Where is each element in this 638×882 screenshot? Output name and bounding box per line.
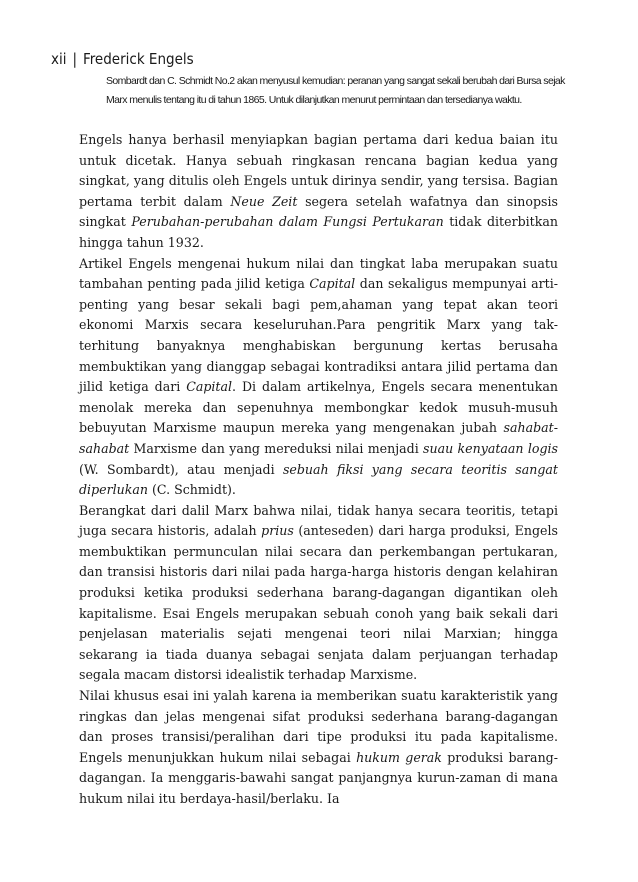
running-title: Frederick Engels [83, 50, 194, 68]
paragraph-text: tidak diterbitkan hingga tahun 1932. [79, 214, 558, 250]
paragraph-2 [79, 254, 558, 501]
paragraph-text: Engels hanya berhasil menyiapkan bagian pertama dari kedua baian itu untuk dicetak. Hanya sebuah ringkasan rencana bagian kedua yang singkat, yang ditulis oleh Engels untuk dirinya sendir, yang tersisa. Bagian pertama terbit dalam [79, 132, 558, 209]
page-number: xii [51, 50, 67, 68]
paragraph-text: Berangkat dari dalil Marx bahwa nilai, tidak hanya secara teoritis, tetapi juga secara historis, adalah [79, 502, 558, 539]
paragraph-text: segera setelah wafatnya dan sinopsis singkat [79, 193, 559, 230]
paragraph-4 [79, 686, 558, 810]
paragraph-text: (W. Sombardt), atau menjadi [79, 461, 283, 477]
paragraph-text: . Di dalam artikelnya, Engels secara menentukan menolak mereka dan sepenuhnya membongkar kedok musuh-musuh bebuyutan Marxisme maupun mereka yang mengenakan jubah [79, 379, 559, 436]
header-separator: | [72, 50, 78, 68]
italic-term: Perubahan-perubahan dalam Fungsi Pertukaran [131, 214, 444, 230]
paragraph-1 [79, 130, 558, 254]
paragraph-text: dan sekaligus mempunyai arti-penting yang besar sekali bagi pem,ahaman yang tepat akan teori ekonomi Marxis secara keseluruhan.Para pengritik Marx yang tak-terhitung banyaknya menghabiskan bergunung kertas berusaha membuktikan yang dianggap sebagai kontradiksi antara jilid pertama dan jilid ketiga dari [79, 276, 558, 395]
paragraph-3 [79, 501, 558, 686]
italic-term: Neue Zeit [230, 193, 298, 209]
italic-term: prius [261, 523, 294, 539]
italic-term: Capital [186, 379, 233, 395]
italic-term: suau kenyataan logis [423, 440, 558, 456]
footnote: Sombardt dan C. Schmidt No.2 akan menyusul kemudian: peranan yang sangat sekali berubah dari Bursa sejak Marx menulis tentang itu di tahun 1865. Untuk dilanjutkan menurut permintaan dan tersedianya waktu. [106, 75, 565, 106]
body-text [79, 130, 558, 810]
italic-term: sebuah fiksi yang secara teoritis sangat diperlukan [79, 461, 558, 498]
paragraph-text: Artikel Engels mengenai hukum nilai dan tingkat laba merupakan suatu tambahan penting pada jilid ketiga [79, 255, 558, 292]
paragraph-text: produksi barang-dagangan. Ia menggaris-bawahi sangat panjangnya kurun-zaman di mana hukum nilai itu berdaya-hasil/berlaku. Ia [79, 749, 558, 806]
italic-term: sahabat-sahabat [79, 420, 558, 456]
paragraph-text: Marxisme dan yang mereduksi nilai menjadi [129, 440, 424, 456]
paragraph-text: (anteseden) dari harga produksi, Engels membuktikan permunculan nilai secara dan perkembangan pertukaran, dan transisi historis dari nilai pada harga-harga historis dengan kelahiran produksi ketika produksi sederhana barang-dagangan digantikan oleh kapitalisme. Esai Engels merupakan sebuah conoh yang baik sekali dari penjelasan materialis sejati mengenai teori nilai Marxian; hingga sekarang ia tiada duanya sebagai senjata dalam perjuangan terhadap segala macam distorsi idealistik terhadap Marxisme. [79, 523, 558, 683]
italic-term: Capital [309, 276, 356, 292]
italic-term: hukum gerak [356, 749, 442, 765]
paragraph-text: Nilai khusus esai ini yalah karena ia memberikan suatu karakteristik yang ringkas dan jelas mengenai sifat produksi sederhana barang-dagangan dan proses transisi/peralihan dari tipe produksi itu pada kapitalisme. Engels menunjukkan hukum nilai sebagai [79, 688, 558, 765]
paragraph-text: (C. Schmidt). [148, 482, 236, 498]
running-header [51, 50, 194, 68]
